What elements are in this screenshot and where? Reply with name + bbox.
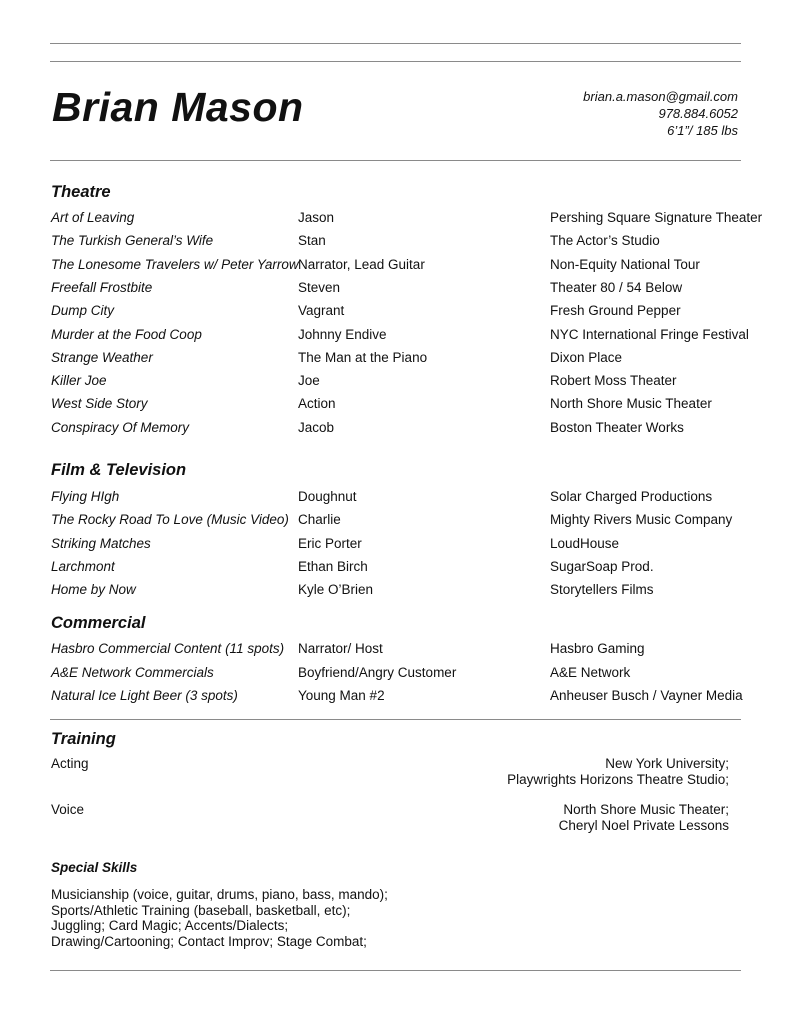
production-title: The Lonesome Travelers w/ Peter Yarrow <box>51 256 299 272</box>
credit-row <box>0 327 791 347</box>
production-title: West Side Story <box>51 396 148 412</box>
credit-row <box>0 257 791 277</box>
commercial-heading: Commercial <box>51 614 146 632</box>
venue: Pershing Square Signature Theater <box>550 210 763 225</box>
training-heading: Training <box>51 730 116 748</box>
phone: 978.884.6052 <box>658 106 738 121</box>
role: Action <box>298 396 336 412</box>
acting-school: Playwrights Horizons Theatre Studio; <box>507 772 729 787</box>
venue: Dixon Place <box>550 349 623 365</box>
venue: LoudHouse <box>550 535 620 551</box>
credit-row <box>0 303 791 323</box>
credit-row <box>0 536 791 556</box>
skill-line: Sports/Athletic Training (baseball, basketball, etc); <box>51 902 351 918</box>
actor-name: Brian Mason <box>52 84 304 130</box>
credit-row <box>0 233 791 253</box>
role: Doughnut <box>298 489 357 504</box>
credit-row <box>0 210 791 230</box>
credit-row <box>0 280 791 300</box>
top-divider <box>50 43 741 44</box>
role: Eric Porter <box>298 535 362 551</box>
voice-teacher: Cheryl Noel Private Lessons <box>558 818 729 833</box>
production-title: Conspiracy Of Memory <box>51 419 190 435</box>
credit-row <box>0 559 791 579</box>
venue: Hasbro Gaming <box>550 641 645 656</box>
production-title: The Rocky Road To Love (Music Video) <box>51 512 289 528</box>
role: The Man at the Piano <box>298 349 428 365</box>
production-title: Flying HIgh <box>51 489 120 504</box>
role: Ethan Birch <box>298 558 368 574</box>
credit-row <box>0 512 791 532</box>
role: Young Man #2 <box>298 688 385 703</box>
role: Stan <box>298 233 326 249</box>
production-title: Larchmont <box>51 558 115 574</box>
voice-label: Voice <box>51 802 85 817</box>
venue: Robert Moss Theater <box>550 373 677 389</box>
venue: A&E Network <box>550 664 631 680</box>
film-heading: Film & Television <box>51 461 187 479</box>
production-title: Freefall Frostbite <box>51 279 153 295</box>
theatre-heading: Theatre <box>51 183 111 201</box>
acting-label: Acting <box>51 756 89 771</box>
venue: NYC International Fringe Festival <box>550 326 749 342</box>
credit-row <box>0 396 791 416</box>
role: Charlie <box>298 512 341 528</box>
credit-row <box>0 582 791 602</box>
venue: Solar Charged Productions <box>550 489 713 504</box>
role: Johnny Endive <box>298 326 387 342</box>
production-title: Striking Matches <box>51 535 151 551</box>
venue: Anheuser Busch / Vayner Media <box>550 688 743 703</box>
production-title: Murder at the Food Coop <box>51 326 202 342</box>
training-divider <box>50 719 741 720</box>
header-divider <box>50 160 741 161</box>
role: Vagrant <box>298 303 345 319</box>
production-title: The Turkish General’s Wife <box>51 233 214 249</box>
role: Joe <box>298 373 320 389</box>
credit-row <box>0 688 791 708</box>
acting-school: New York University; <box>605 756 729 771</box>
role: Narrator, Lead Guitar <box>298 256 425 272</box>
top-divider-second <box>50 61 741 62</box>
acting-schools <box>507 756 729 788</box>
role: Kyle O’Brien <box>298 582 374 598</box>
venue: The Actor’s Studio <box>550 233 660 249</box>
credit-row <box>0 373 791 393</box>
bottom-divider <box>50 970 741 971</box>
role: Jason <box>298 210 335 225</box>
role: Steven <box>298 279 341 295</box>
role: Boyfriend/Angry Customer <box>298 664 457 680</box>
credit-row <box>0 489 791 509</box>
credit-row <box>0 420 791 440</box>
production-title: Home by Now <box>51 582 136 598</box>
venue: Mighty Rivers Music Company <box>550 512 733 528</box>
venue: Non-Equity National Tour <box>550 256 700 272</box>
venue: Boston Theater Works <box>550 419 684 435</box>
production-title: Killer Joe <box>51 373 107 389</box>
credit-row <box>0 641 791 661</box>
venue: Storytellers Films <box>550 582 654 598</box>
email: brian.a.mason@gmail.com <box>583 89 738 104</box>
skill-line: Musicianship (voice, guitar, drums, piano, bass, mando); <box>51 887 388 902</box>
venue: Fresh Ground Pepper <box>550 303 681 319</box>
skill-line: Juggling; Card Magic; Accents/Dialects; <box>51 918 289 933</box>
credit-row <box>0 350 791 370</box>
venue: North Shore Music Theater <box>550 396 712 412</box>
height-weight: 6’1”/ 185 lbs <box>667 123 738 138</box>
production-title: Art of Leaving <box>51 210 135 225</box>
role: Jacob <box>298 419 335 435</box>
special-skills-list <box>51 887 388 949</box>
venue: SugarSoap Prod. <box>550 558 654 574</box>
voice-teachers <box>559 802 729 834</box>
special-skills-heading: Special Skills <box>51 860 138 875</box>
credit-row <box>0 665 791 685</box>
production-title: Hasbro Commercial Content (11 spots) <box>51 641 285 656</box>
contact-block <box>583 88 738 139</box>
voice-teacher: North Shore Music Theater; <box>563 802 729 817</box>
role: Narrator/ Host <box>298 641 383 656</box>
venue: Theater 80 / 54 Below <box>550 279 683 295</box>
production-title: Dump City <box>51 303 115 319</box>
production-title: Natural Ice Light Beer (3 spots) <box>51 688 238 703</box>
production-title: Strange Weather <box>51 349 153 365</box>
skill-line: Drawing/Cartooning; Contact Improv; Stage Combat; <box>51 933 367 949</box>
production-title: A&E Network Commercials <box>51 664 214 680</box>
